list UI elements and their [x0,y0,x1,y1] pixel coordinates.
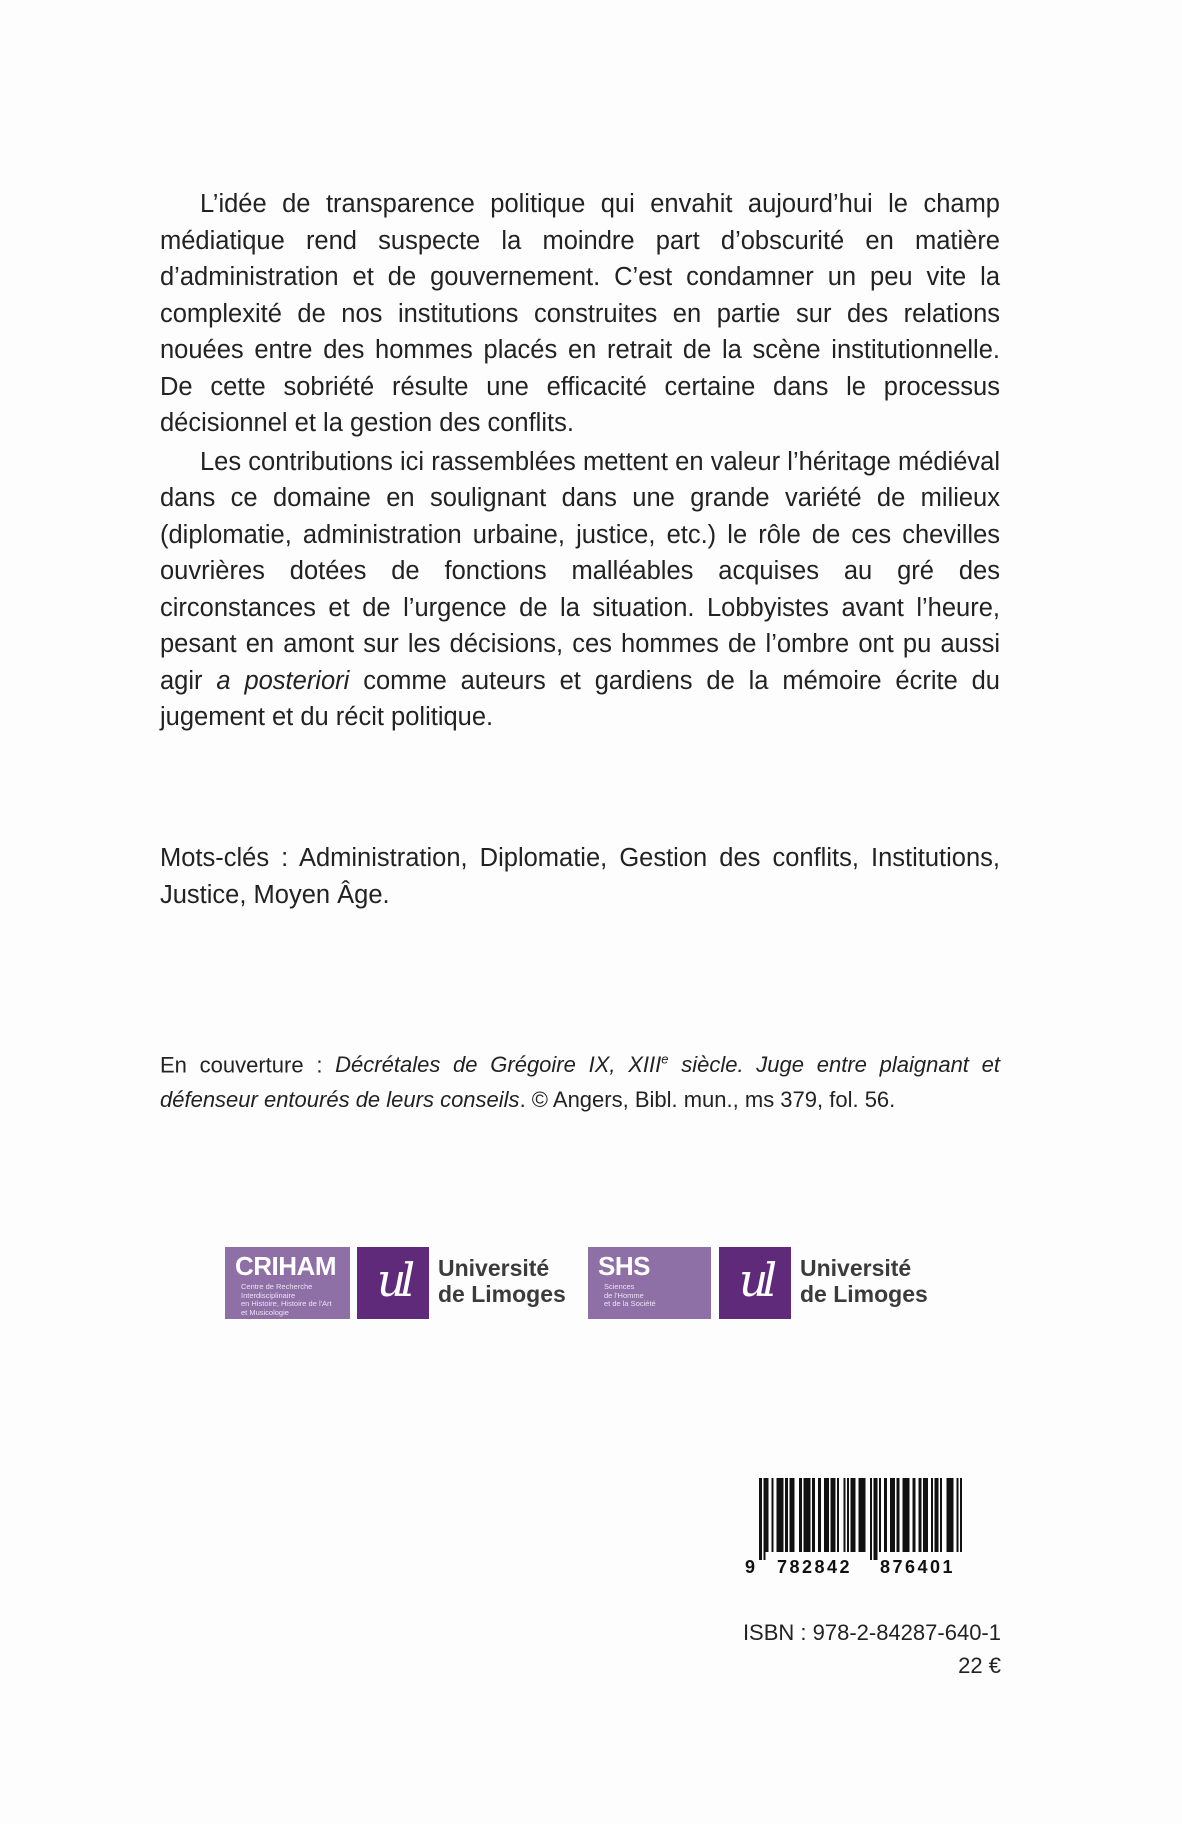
barcode-bar [824,1478,826,1552]
barcode-bar [908,1478,910,1552]
barcode-bar [779,1478,782,1552]
abstract-paragraph-1: L’idée de transparence politique qui envahit aujourd’hui le champ médiatique rend suspecte la moindre part d’obscurité en matière d’administration et de gouvernement. C’est condamner un peu vite la complexité de nos institutions construites en partie sur des relations nouées entre des hommes placés en retrait de la scène institutionnelle. De cette sobriété résulte une efficacité certaine dans le processus décisionnel et la gestion des conflits. [160,190,1000,437]
cover-title: Décrétales de Grégoire IX, XIIIe siècle. Juge entre plaignant et défenseur entourés de leurs conseils [160,1052,1000,1113]
price: 22 € [958,1653,1001,1678]
barcode-bar [851,1478,854,1552]
university-name: Université de Limoges [800,1255,928,1307]
barcode-bar [876,1478,878,1560]
barcode-bar [777,1478,779,1552]
barcode-bar [854,1478,856,1552]
barcode-bar [799,1478,802,1552]
barcode-bar [937,1478,939,1552]
barcode-bar [809,1478,811,1552]
barcode-bar [949,1478,951,1552]
shs-title: SHS [598,1251,650,1281]
barcode-bar [905,1478,908,1552]
ul-logo-icon: ul [357,1247,429,1319]
abstract [160,186,1000,738]
barcode-group-2: 876401 [880,1557,956,1576]
barcode-bar [890,1478,893,1552]
barcode-bar [790,1478,792,1552]
barcode-bar [772,1478,774,1552]
barcode-bar [837,1478,839,1552]
barcode-bar [897,1478,900,1552]
barcode-bar [884,1478,887,1552]
ul-logo-icon: ul [719,1247,791,1319]
barcode-bar [947,1478,949,1552]
barcode-bar [925,1478,928,1552]
barcode-bar [844,1478,846,1552]
keywords: Mots-clés : Administration, Diplomatie, Gestion des conflits, Institutions, Justice, Moyen Âge. [160,844,1000,909]
barcode-bar [831,1478,833,1552]
barcode-bar [879,1478,881,1552]
shs-logo [588,1247,711,1319]
logo-row [225,1247,945,1319]
barcode-bars [759,1478,962,1560]
barcode-bar [804,1478,806,1552]
criham-title: CRIHAM [235,1251,336,1281]
barcode-bar [847,1478,849,1552]
barcode-bar [862,1478,864,1552]
abstract-text: Les contributions ici rassemblées mettent en valeur l’héritage médiéval dans ce domaine en soulignant dans une grande variété de milieux (diplomatie, administration urbaine, justice, etc.) le rôle de ces chevilles ouvrières dotées de fonctions malléables acquises au gré des circonstances et de l’urgence de la situation. Lobbyistes avant l’heure, pesant en amont sur les décisions, ces hommes de l’ombre ont pu aussi agir [160,447,1000,695]
barcode-bar [931,1478,933,1552]
barcode-bar [782,1478,784,1552]
barcode-bar [893,1478,895,1552]
barcode-bar [759,1478,762,1560]
barcode-lead-digit: 9 [745,1557,756,1576]
barcode-bar [806,1478,809,1552]
cover-source: . © Angers, Bibl. mun., ms 379, fol. 56. [519,1087,896,1113]
barcode-bar [951,1478,954,1552]
barcode-bar [919,1478,922,1552]
barcode [745,1476,1001,1576]
barcode-graphic [745,1476,1001,1576]
barcode-bar [826,1478,829,1552]
barcode-bar [764,1478,766,1560]
barcode-bar [935,1478,937,1552]
cover-credit [160,1042,1000,1117]
abstract-text: comme auteurs et gardiens de la mémoire écrite du jugement et du récit politique. [160,666,1000,731]
barcode-bar [864,1478,866,1552]
barcode-bar [833,1478,836,1552]
cover-prefix: En couverture : [160,1052,336,1078]
barcode-bar [792,1478,795,1552]
barcode-bar [818,1478,821,1552]
cover-superscript: e [661,1052,669,1067]
abstract-italic: a posteriori [216,666,350,695]
abstract-paragraph-2 [160,444,1000,736]
criham-logo [225,1247,350,1319]
barcode-bar [812,1478,815,1552]
barcode-bar [859,1478,862,1552]
criham-subtitle: Centre de Recherche Interdisciplinaire en Histoire, Histoire de l'Art et Musicologie [241,1282,332,1317]
isbn: ISBN : 978-2-84287-640-1 [742,1620,1001,1645]
barcode-group-1: 782842 [777,1557,853,1576]
barcode-bar [766,1478,769,1552]
shs-subtitle: Sciences de l'Homme et de la Société [604,1282,656,1308]
barcode-bar [870,1478,872,1560]
barcode-bar [903,1478,905,1552]
barcode-bar [785,1478,788,1552]
barcode-bar [940,1478,942,1552]
barcode-bar [957,1478,959,1552]
barcode-bar [913,1478,916,1552]
barcode-bar [874,1478,876,1560]
barcode-bar [923,1478,925,1552]
university-name: Université de Limoges [438,1255,566,1307]
barcode-bar [960,1478,962,1552]
